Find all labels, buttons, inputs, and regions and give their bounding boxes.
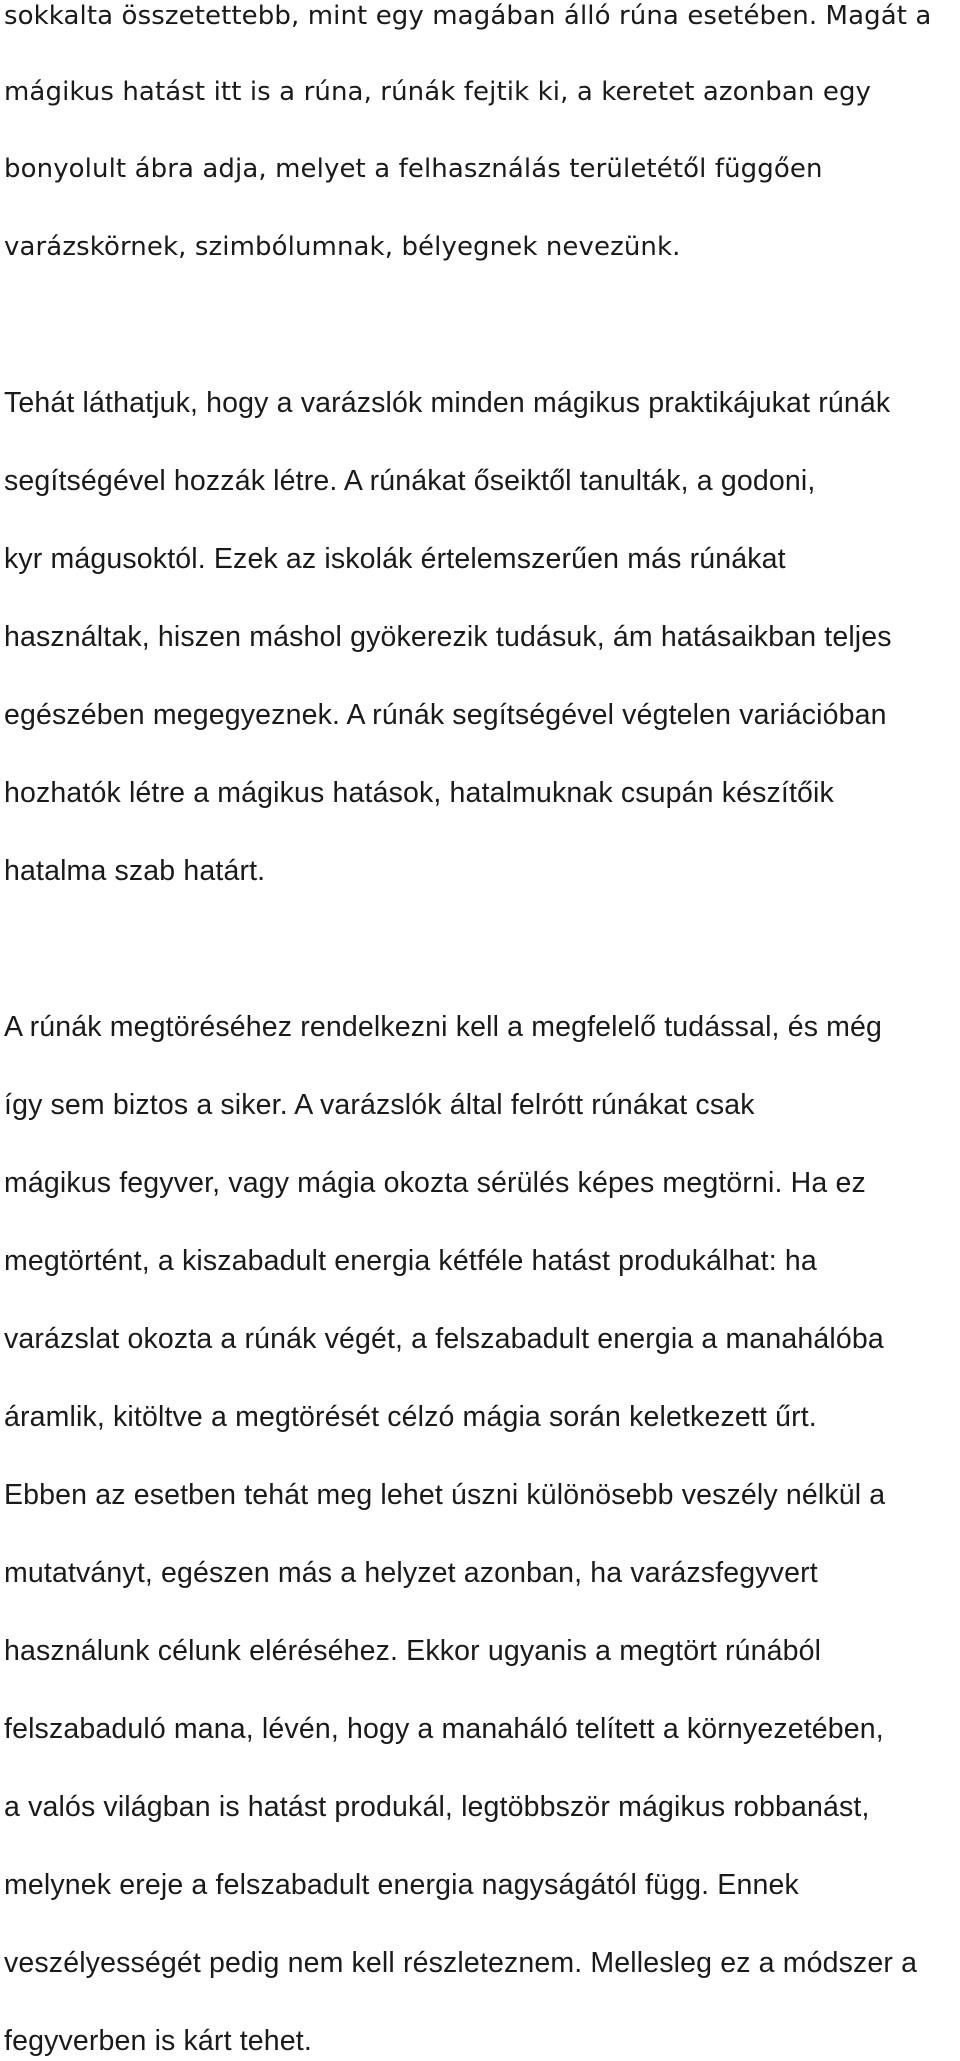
text-line: bonyolult ábra adja, melyet a felhasználás területétől függően	[4, 154, 823, 184]
text-line: veszélyességét pedig nem kell részleteznem. Mellesleg ez a módszer a	[4, 1947, 918, 1979]
text-line: megtörtént, a kiszabadult energia kétféle hatást produkálhat: ha	[4, 1245, 817, 1277]
text-line: hozhatók létre a mágikus hatások, hatalmuknak csupán készítőik	[4, 777, 834, 809]
text-line: mágikus fegyver, vagy mágia okozta sérülés képes megtörni. Ha ez	[4, 1167, 866, 1199]
text-line: hatalma szab határt.	[4, 855, 266, 887]
text-line: kyr mágusoktól. Ezek az iskolák értelemszerűen más rúnákat	[4, 543, 786, 575]
text-line: felszabaduló mana, lévén, hogy a manaháló telített a környezetében,	[4, 1713, 884, 1745]
text-line: A rúnák megtöréséhez rendelkezni kell a megfelelő tudással, és még	[4, 1011, 883, 1043]
text-line: varázskörnek, szimbólumnak, bélyegnek nevezünk.	[4, 232, 681, 262]
text-line: használunk célunk eléréséhez. Ekkor ugyanis a megtört rúnából	[4, 1635, 822, 1667]
text-line: mágikus hatást itt is a rúna, rúnák fejtik ki, a keretet azonban egy	[4, 77, 872, 107]
text-line: varázslat okozta a rúnák végét, a felszabadult energia a manahálóba	[4, 1323, 884, 1355]
text-line: használtak, hiszen máshol gyökerezik tudásuk, ám hatásaikban teljes	[4, 621, 892, 653]
text-line: melynek ereje a felszabadult energia nagyságától függ. Ennek	[4, 1869, 799, 1901]
text-line: egészében megegyeznek. A rúnák segítségével végtelen variációban	[4, 699, 887, 731]
text-line: sokkalta összetettebb, mint egy magában álló rúna esetében. Magát a	[4, 1, 932, 31]
text-line: segítségével hozzák létre. A rúnákat őseiktől tanulták, a godoni,	[4, 465, 816, 497]
text-line: így sem biztos a siker. A varázslók által felrótt rúnákat csak	[4, 1089, 755, 1121]
text-line: mutatványt, egészen más a helyzet azonban, ha varázsfegyvert	[4, 1557, 818, 1589]
text-line: fegyverben is kárt tehet.	[4, 2025, 312, 2057]
text-line: áramlik, kitöltve a megtörését célzó mágia során keletkezett űrt.	[4, 1401, 817, 1433]
text-line: Tehát láthatjuk, hogy a varázslók minden mágikus praktikájukat rúnák	[4, 387, 891, 419]
text-line: Ebben az esetben tehát meg lehet úszni különösebb veszély nélkül a	[4, 1479, 886, 1511]
text-line: a valós világban is hatást produkál, legtöbbször mágikus robbanást,	[4, 1791, 870, 1823]
